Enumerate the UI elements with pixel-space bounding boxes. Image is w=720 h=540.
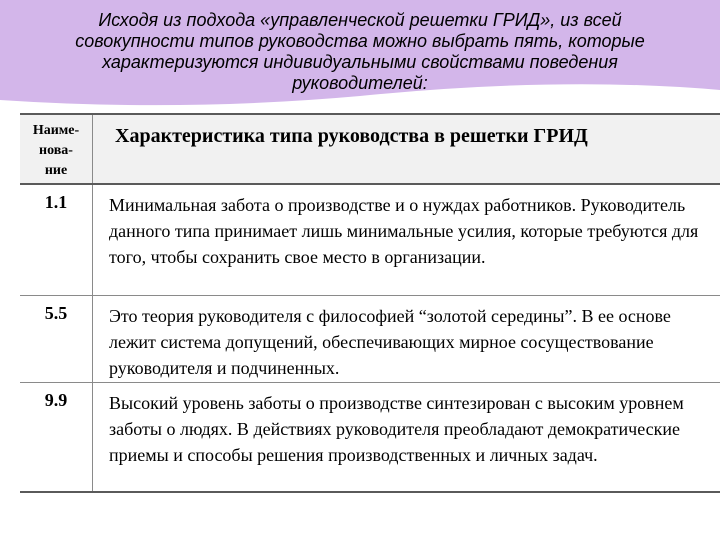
title-banner [0, 0, 720, 108]
row-description: Это теория руководителя с философией “золотой середины”. В ее основе лежит система допущений, обеспечивающих мирное сосуществование руководителя и подчиненных. [92, 296, 720, 382]
row-code: 5.5 [44, 303, 68, 323]
header-characteristic-column: Характеристика типа руководства в решетки ГРИД [92, 115, 720, 183]
table-header-row [20, 113, 720, 185]
table-row [20, 185, 720, 296]
header-name-column: Наиме- нова- ние [32, 123, 80, 178]
row-description: Высокий уровень заботы о производстве синтезирован с высоким уровнем заботы о людях. В действиях руководителя преобладают демократические приемы и способы решения производственных и личных задач. [92, 383, 720, 491]
grid-leadership-table [20, 113, 720, 493]
banner-text: Исходя из подхода «управленческой решетки ГРИД», из всей совокупности типов руководства можно выбрать пять, которые характеризуются индивидуальными свойствами поведения руководителей: [75, 10, 645, 93]
row-code: 1.1 [44, 192, 68, 212]
row-description: Минимальная забота о производстве и о нуждах работников. Руководитель данного типа принимает лишь минимальные усилия, которые требуются для того, чтобы сохранить свое место в организации. [92, 185, 720, 295]
row-code: 9.9 [44, 390, 68, 410]
table-row [20, 296, 720, 383]
table-row [20, 383, 720, 493]
